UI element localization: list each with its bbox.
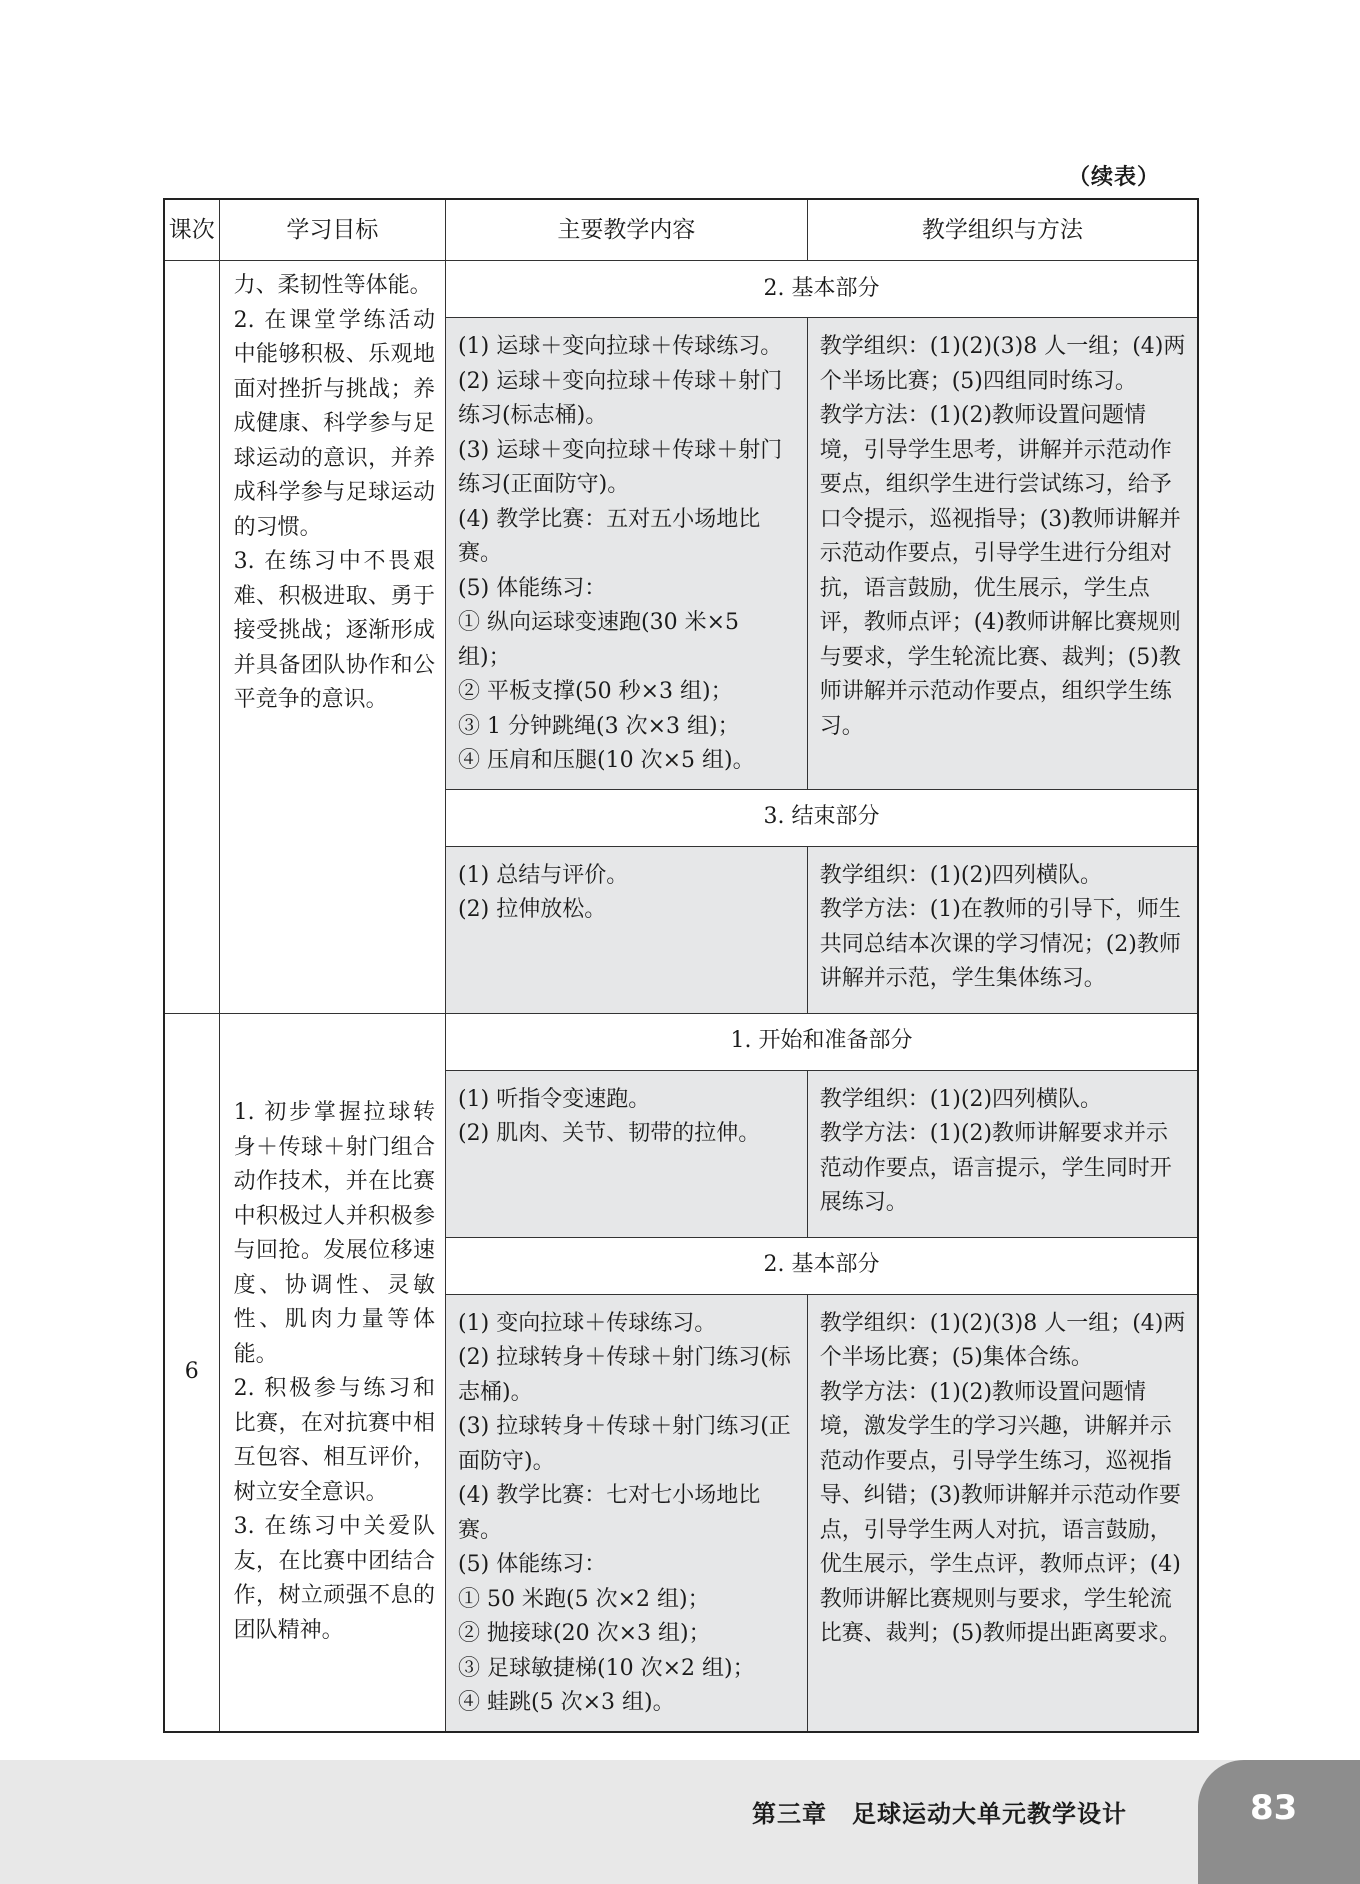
content-line: ③ 足球敏捷梯(10 次×2 组)； (458, 1655, 755, 1681)
content-line: (1) 变向拉球＋传球练习。 (458, 1310, 717, 1336)
method-cell (807, 846, 1198, 1013)
header-method: 教学组织与方法 (807, 199, 1198, 261)
content-line: (2) 拉伸放松。 (458, 897, 607, 922)
content-line: ① 50 米跑(5 次×2 组)； (458, 1586, 710, 1612)
table-header-row (164, 199, 1198, 261)
content-line: (2) 拉球转身＋传球＋射门练习(标志桶)。 (458, 1345, 791, 1405)
lesson-number-cell (164, 261, 219, 1014)
content-line: ④ 蛙跳(5 次×3 组)。 (458, 1690, 675, 1715)
content-line: ① 纵向运球变速跑(30 米×5 组)； (458, 610, 740, 670)
header-lesson: 课次 (164, 199, 219, 261)
content-line: ④ 压肩和压腿(10 次×5 组)。 (458, 748, 755, 773)
goal-text: 1. 初步掌握拉球转身＋传球＋射门组合动作技术，并在比赛中积极过人并积极参与回抢。发展位移速度、协调性、灵敏性、肌肉力量等体能。 (233, 1100, 436, 1367)
content-line: (1) 运球＋变向拉球＋传球练习。 (458, 334, 783, 359)
content-line: (2) 运球＋变向拉球＋传球＋射门练习(标志桶)。 (458, 368, 783, 428)
section-title-end: 3. 结束部分 (446, 789, 1198, 846)
method-cell (807, 1070, 1198, 1237)
method-text: 教学组织：(1)(2)(3)8 人一组；(4)两个半场比赛；(5)四组同时练习。 (819, 334, 1186, 394)
section-title-basic: 2. 基本部分 (446, 261, 1198, 318)
content-line: (4) 教学比赛：五对五小场地比赛。 (458, 506, 761, 566)
method-cell (807, 1294, 1198, 1732)
content-line: (2) 肌肉、关节、韧带的拉伸。 (458, 1121, 761, 1146)
content-line: (5) 体能练习： (458, 575, 607, 601)
content-cell (446, 318, 808, 790)
content-cell (446, 846, 808, 1013)
header-goals: 学习目标 (219, 199, 445, 261)
method-text: 教学组织：(1)(2)四列横队。 (819, 1086, 1103, 1112)
content-cell (446, 1294, 808, 1732)
method-text: 教学组织：(1)(2)(3)8 人一组；(4)两个半场比赛；(5)集体合练。 (819, 1310, 1186, 1370)
continued-label: （续表） (1068, 165, 1161, 190)
content-line: ③ 1 分钟跳绳(3 次×3 组)； (458, 713, 740, 739)
lesson-plan-table (163, 198, 1199, 1733)
page-number: 83 (1250, 1788, 1298, 1828)
method-text: 教学组织：(1)(2)四列横队。 (819, 862, 1103, 888)
chapter-title: 第三章 足球运动大单元教学设计 (752, 1800, 1127, 1828)
content-line: ② 抛接球(20 次×3 组)； (458, 1621, 711, 1646)
content-line: (5) 体能练习： (458, 1552, 607, 1577)
content-line: (1) 总结与评价。 (458, 862, 629, 888)
method-text: 教学方法：(1)在教师的引导下，师生共同总结本次课的学习情况；(2)教师讲解并示范，学生集体练习。 (819, 897, 1181, 991)
method-text: 教学方法：(1)(2)教师设置问题情境，激发学生的学习兴趣，讲解并示范动作要点，引导学生练习，巡视指导、纠错；(3)教师讲解并示范动作要点，引导学生两人对抗，语言鼓励，优生展示，学生点评，教师点评；(4)教师讲解比赛规则与要求，学生轮流比赛、裁判；(5)教师提出距离要求。 (819, 1379, 1181, 1646)
learning-goals-cell (219, 261, 445, 1014)
method-text: 教学方法：(1)(2)教师设置问题情境，引导学生思考，讲解并示范动作要点，组织学生进行尝试练习，给予口令提示，巡视指导；(3)教师讲解并示范动作要点，引导学生进行分组对抗，语言鼓励，优生展示，学生点评，教师点评；(4)教师讲解比赛规则与要求，学生轮流比赛、裁判；(5)教师讲解并示范动作要点，组织学生练习。 (819, 403, 1181, 739)
content-line: (3) 拉球转身＋传球＋射门练习(正面防守)。 (458, 1414, 791, 1474)
goal-text: 3. 在练习中关爱队友，在比赛中团结合作，树立顽强不息的团队精神。 (233, 1514, 436, 1643)
section-title-basic: 2. 基本部分 (446, 1237, 1198, 1294)
content-cell (446, 1070, 808, 1237)
table-row (164, 1013, 1198, 1070)
section-title-start: 1. 开始和准备部分 (446, 1013, 1198, 1070)
page-footer-band (0, 1760, 1360, 1884)
lesson-number-cell: 6 (164, 1013, 219, 1732)
content-line: (3) 运球＋变向拉球＋传球＋射门练习(正面防守)。 (458, 437, 783, 497)
goal-text: 2. 在课堂学练活动中能够积极、乐观地面对挫折与挑战；养成健康、科学参与足球运动的意识，并养成科学参与足球运动的习惯。 (233, 307, 436, 540)
method-text: 教学方法：(1)(2)教师讲解要求并示范动作要点，语言提示，学生同时开展练习。 (819, 1121, 1172, 1215)
method-cell (807, 318, 1198, 790)
content-line: (1) 听指令变速跑。 (458, 1086, 651, 1112)
goal-text: 2. 积极参与练习和比赛，在对抗赛中相互包容、相互评价，树立安全意识。 (233, 1376, 436, 1505)
goal-text: 力、柔韧性等体能。 (233, 273, 432, 298)
content-line: ② 平板支撑(50 秒×3 组)； (458, 679, 733, 704)
goal-text: 3. 在练习中不畏艰难、积极进取、勇于接受挑战；逐渐形成并具备团队协作和公平竞争的意识。 (233, 549, 436, 712)
header-content: 主要教学内容 (446, 199, 808, 261)
table-row (164, 261, 1198, 318)
learning-goals-cell (219, 1013, 445, 1732)
content-line: (4) 教学比赛：七对七小场地比赛。 (458, 1483, 761, 1543)
